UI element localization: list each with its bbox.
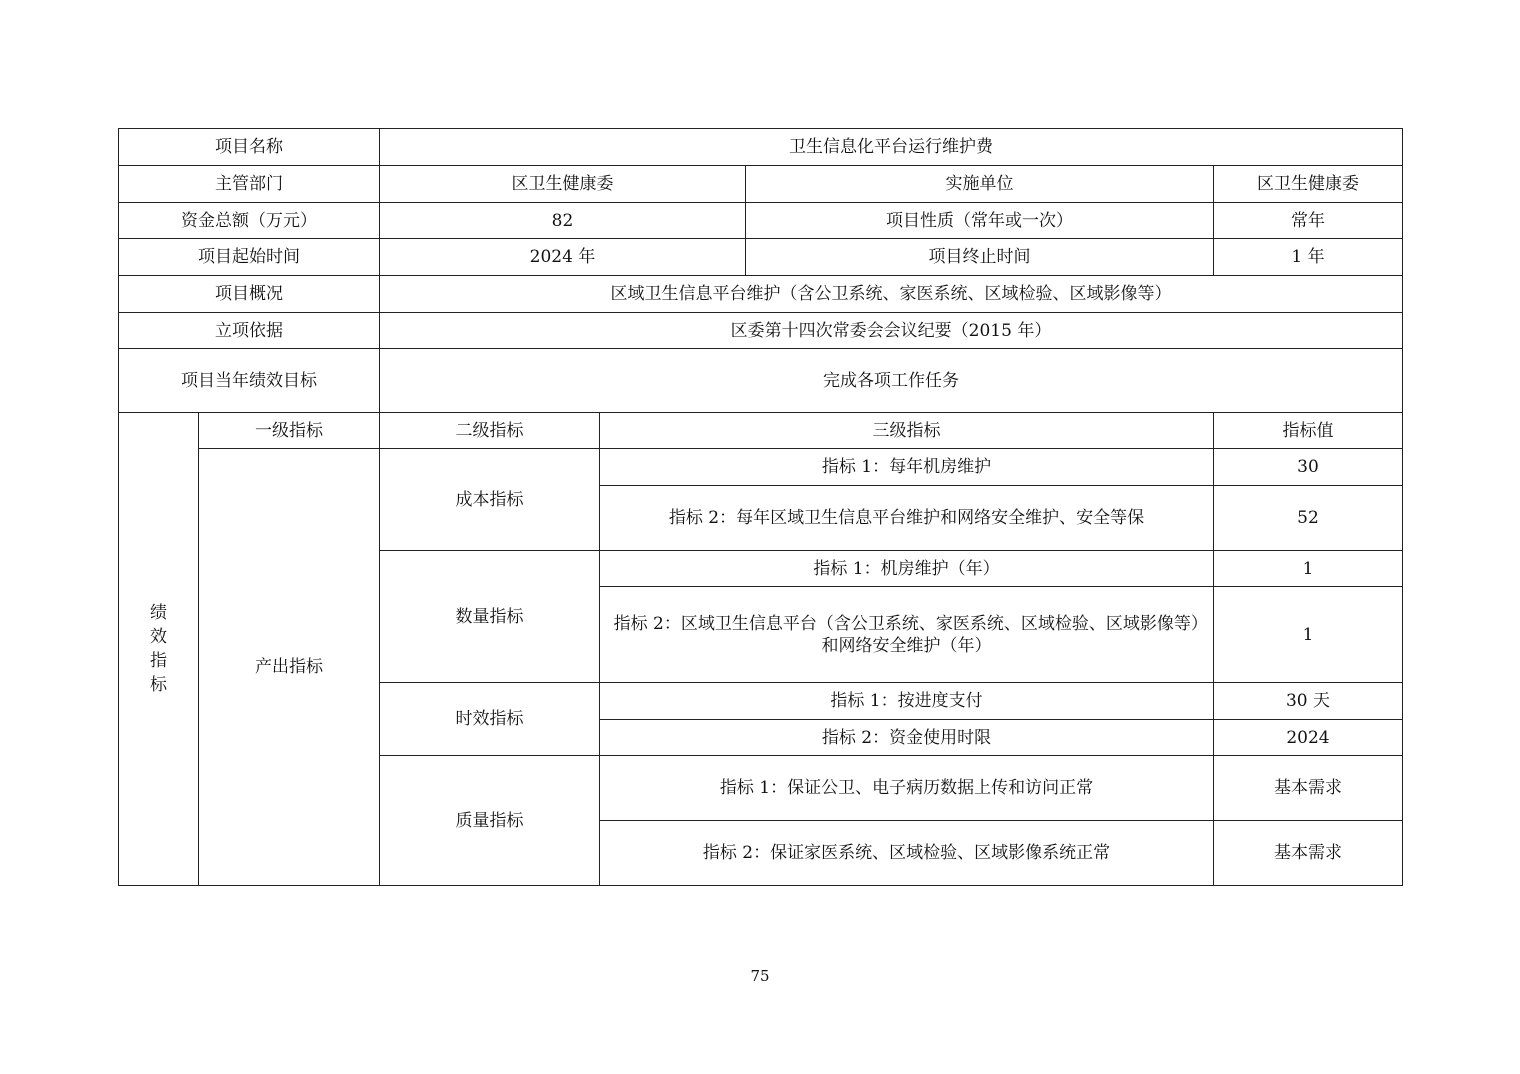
indicator-header-row — [119, 413, 1403, 449]
impl-label: 实施单位 — [746, 166, 1214, 203]
section-label: 绩效指标 — [150, 603, 167, 695]
level1-output: 产出指标 — [199, 449, 380, 886]
indicator-text: 指标 1：每年机房维护 — [600, 449, 1214, 486]
start-value: 2024 年 — [380, 239, 746, 276]
project-name-value: 卫生信息化平台运行维护费 — [380, 129, 1403, 166]
indicator-text: 指标 2：每年区域卫生信息平台维护和网络安全维护、安全等保 — [600, 486, 1214, 551]
indicator-value: 1 — [1214, 551, 1403, 587]
group-quality: 质量指标 — [380, 756, 600, 886]
indicator-text: 指标 1：机房维护（年） — [600, 551, 1214, 587]
start-label: 项目起始时间 — [119, 239, 380, 276]
project-name-label: 项目名称 — [119, 129, 380, 166]
col-level2-header: 二级指标 — [380, 413, 600, 449]
basis-value: 区委第十四次常委会会议纪要（2015 年） — [380, 313, 1403, 349]
group-timeliness: 时效指标 — [380, 683, 600, 756]
row-funds — [119, 203, 1403, 239]
row-basis — [119, 313, 1403, 349]
group-quantity: 数量指标 — [380, 551, 600, 683]
overview-value: 区域卫生信息平台维护（含公卫系统、家医系统、区域检验、区域影像等） — [380, 276, 1403, 313]
indicator-value: 30 — [1214, 449, 1403, 486]
row-project-name — [119, 129, 1403, 166]
goal-label: 项目当年绩效目标 — [119, 349, 380, 413]
indicator-text: 指标 1：按进度支付 — [600, 683, 1214, 720]
dept-value: 区卫生健康委 — [380, 166, 746, 203]
page-number: 75 — [750, 967, 770, 985]
col-level1-header: 一级指标 — [199, 413, 380, 449]
section-label-cell — [119, 413, 199, 886]
table-row — [119, 449, 1403, 486]
group-cost: 成本指标 — [380, 449, 600, 551]
indicator-text: 指标 2：保证家医系统、区域检验、区域影像系统正常 — [600, 821, 1214, 886]
goal-value: 完成各项工作任务 — [380, 349, 1403, 413]
indicator-value: 52 — [1214, 486, 1403, 551]
indicator-text: 指标 2：资金使用时限 — [600, 720, 1214, 756]
col-value-header: 指标值 — [1214, 413, 1403, 449]
row-goal — [119, 349, 1403, 413]
basis-label: 立项依据 — [119, 313, 380, 349]
end-value: 1 年 — [1214, 239, 1403, 276]
indicator-value: 基本需求 — [1214, 821, 1403, 886]
funds-label: 资金总额（万元） — [119, 203, 380, 239]
indicator-value: 2024 — [1214, 720, 1403, 756]
indicator-value: 30 天 — [1214, 683, 1403, 720]
impl-value: 区卫生健康委 — [1214, 166, 1403, 203]
row-overview — [119, 276, 1403, 313]
dept-label: 主管部门 — [119, 166, 380, 203]
overview-label: 项目概况 — [119, 276, 380, 313]
performance-table — [118, 128, 1403, 886]
row-period — [119, 239, 1403, 276]
nature-value: 常年 — [1214, 203, 1403, 239]
indicator-value: 1 — [1214, 587, 1403, 683]
col-level3-header: 三级指标 — [600, 413, 1214, 449]
end-label: 项目终止时间 — [746, 239, 1214, 276]
nature-label: 项目性质（常年或一次） — [746, 203, 1214, 239]
row-department — [119, 166, 1403, 203]
funds-value: 82 — [380, 203, 746, 239]
indicator-value: 基本需求 — [1214, 756, 1403, 821]
indicator-text: 指标 2：区域卫生信息平台（含公卫系统、家医系统、区域检验、区域影像等）和网络安全维护（年） — [600, 587, 1214, 683]
indicator-text: 指标 1：保证公卫、电子病历数据上传和访问正常 — [600, 756, 1214, 821]
